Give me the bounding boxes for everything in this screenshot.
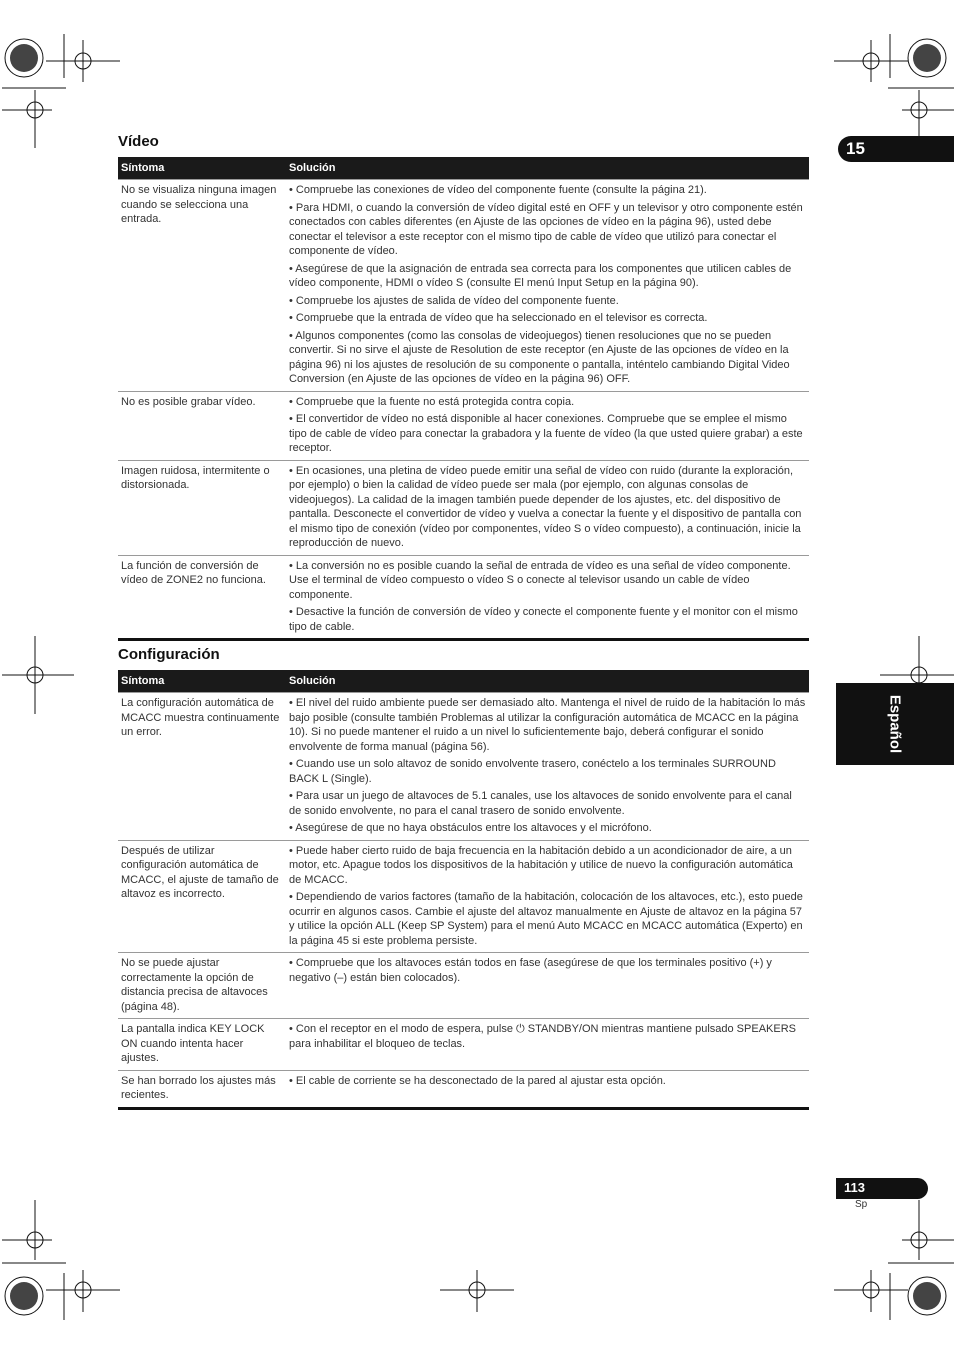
section-title-video: Vídeo [118, 133, 159, 150]
solution-cell [286, 180, 809, 392]
symptom-cell: La configuración automática de MCACC muestra continuamente un error. [118, 693, 286, 841]
solution-item: • El convertidor de vídeo no está disponible al hacer conexiones. Compruebe que se emplee el mismo tipo de cable de vídeo para conectar la grabadora y la fuente de vídeo (la que usted quiere grabar) a este receptor. [289, 413, 803, 454]
language-tab [836, 683, 954, 765]
solution-item: • Puede haber cierto ruido de baja frecuencia en la habitación debido a un acondicionador de aire, a un motor, etc. Apague todos los dispositivos de la habitación y utilice de nuevo la configuración automática de MCACC. [289, 844, 793, 886]
solution-cell [286, 1019, 809, 1071]
solution-item: • Desactive la función de conversión de vídeo y conecte el componente fuente y el monitor con el mismo tipo de cable. [289, 606, 798, 633]
solution-item: • El nivel del ruido ambiente puede ser demasiado alto. Mantenga el nivel de ruido de la habitación lo más bajo posible (consulte también Problemas al utilizar la configuración automática de MCACC en la página 10). Si no puede mantener el ruido a un nivel lo suficientemente bajo, deberá configurar el sonido envolvente de forma manual (página 56). [289, 697, 806, 753]
solution-item: • Compruebe las conexiones de vídeo del componente fuente (consulte la página 21). [289, 184, 707, 196]
solution-cell [286, 391, 809, 460]
solution-item: • Dependiendo de varios factores (tamaño de la habitación, colocación de los altavoces, etc.), esto puede ocurrir en algunos casos. Cambie el ajuste del altavoz manualmente en Ajuste de altavoz en la página 57 y utilice la opción ALL (Keep SP System) para el menú Auto MCACC en MCACC automática (Experto) en la página 45 si este problema persiste. [289, 891, 803, 947]
solution-cell [286, 693, 809, 841]
solution-cell [286, 1070, 809, 1108]
table-row [118, 840, 809, 953]
solution-item: • Compruebe que los altavoces están todos en fase (asegúrese de que los terminales positivo (+) y negativo (–) están bien colocados). [289, 957, 772, 984]
chapter-tab [838, 136, 954, 162]
header-solution: Solución [286, 157, 809, 180]
solution-item: • Asegúrese de que la asignación de entrada sea correcta para los componentes que utilicen cables de vídeo componente, HDMI o vídeo S (consulte El menú Input Setup en la página 90). [289, 262, 792, 289]
page-number: 113 [844, 1180, 865, 1195]
table-row [118, 180, 809, 392]
header-solution: Solución [286, 670, 809, 693]
symptom-cell: Se han borrado los ajustes más recientes. [118, 1070, 286, 1108]
section-title-config: Configuración [118, 646, 220, 663]
solution-item: • Para usar un juego de altavoces de 5.1 canales, use los altavoces de sonido envolvente para el canal de sonido envolvente, no para el canal trasero de sonido envolvente. [289, 790, 792, 817]
table-header-row [118, 157, 809, 180]
solution-item: • Cuando use un solo altavoz de sonido envolvente trasero, conéctelo a los terminales SURROUND BACK L (Single). [289, 758, 776, 785]
config-troubleshooting-table [118, 670, 809, 1110]
symptom-cell: La función de conversión de vídeo de ZONE2 no funciona. [118, 555, 286, 640]
page-number-pill [836, 1178, 928, 1199]
table-row [118, 555, 809, 640]
solution-item: • Compruebe los ajustes de salida de vídeo del componente fuente. [289, 294, 619, 307]
solution-cell [286, 953, 809, 1019]
symptom-cell: No se puede ajustar correctamente la opción de distancia precisa de altavoces (página 48). [118, 953, 286, 1019]
solution-cell [286, 555, 809, 640]
symptom-cell: Después de utilizar configuración automática de MCACC, el ajuste de tamaño de altavoz es incorrecto. [118, 840, 286, 953]
table-row [118, 953, 809, 1019]
table-header-row [118, 670, 809, 693]
symptom-cell: Imagen ruidosa, intermitente o distorsionada. [118, 460, 286, 555]
solution-cell [286, 460, 809, 555]
solution-item: • La conversión no es posible cuando la señal de entrada de vídeo es una señal de vídeo componente. Use el terminal de vídeo compuesto o vídeo S o conecte al televisor usando un cable de vídeo componente. [289, 559, 791, 601]
solution-item: • Con el receptor en el modo de espera, pulse ⏻ STANDBY/ON mientras mantiene pulsado SPEAKERS para inhabilitar el bloqueo de teclas. [289, 1023, 796, 1050]
symptom-cell: No es posible grabar vídeo. [118, 391, 286, 460]
page-language-code: Sp [855, 1199, 868, 1210]
table-row [118, 460, 809, 555]
solution-item: • Para HDMI, o cuando la conversión de vídeo digital esté en OFF y un televisor y otro componente estén conectados con cables diferentes (en Ajuste de las opciones de vídeo en la página 96), usted debe conectar el televisor a este receptor con el mismo tipo de cable de vídeo que utilizó para conectar el componente de vídeo. [289, 201, 803, 257]
solution-item: • Algunos componentes (como las consolas de videojuegos) tienen resoluciones que no se pueden convertir. Si no sirve el ajuste de Resolution de este receptor (en Ajuste de las opciones de vídeo en la página 96) ni los ajustes de resolución de su componente o pantalla, inténtelo cambiando Digital Video Conversion (en Ajuste de las opciones de vídeo en la página 96) OFF. [289, 329, 790, 385]
solution-item: • Compruebe que la fuente no está protegida contra copia. [289, 395, 575, 408]
solution-item: • El cable de corriente se ha desconectado de la pared al ajustar esta opción. [289, 1074, 666, 1087]
video-table-body [118, 180, 809, 640]
header-symptom: Síntoma [118, 157, 286, 180]
video-troubleshooting-table [118, 157, 809, 641]
config-table-body [118, 693, 809, 1109]
symptom-cell: No se visualiza ninguna imagen cuando se selecciona una entrada. [118, 180, 286, 392]
solution-item: • Asegúrese de que no haya obstáculos entre los altavoces y el micrófono. [289, 822, 652, 834]
table-row [118, 693, 809, 841]
solution-item: • Compruebe que la entrada de vídeo que ha seleccionado en el televisor es correcta. [289, 312, 708, 324]
header-symptom: Síntoma [118, 670, 286, 693]
solution-cell [286, 840, 809, 953]
symptom-cell: La pantalla indica KEY LOCK ON cuando intenta hacer ajustes. [118, 1019, 286, 1071]
table-row [118, 391, 809, 460]
table-row [118, 1019, 809, 1071]
table-row [118, 1070, 809, 1108]
solution-item: • En ocasiones, una pletina de vídeo puede emitir una señal de vídeo con ruido (durante la exploración, por ejemplo) o bien la calidad de vídeo puede ser mala (por ejemplo, con algunas consolas de videojuegos). La calidad de la imagen también puede depender de los ajustes, etc. del dispositivo de pantalla. Desconecte el convertidor de vídeo y vuelva a conectar la fuente y el dispositivo de pantalla con el mismo tipo de conexión (vídeo por componentes, vídeo S o vídeo compuesto), a continuación, inicie la reproducción de nuevo. [289, 464, 802, 549]
language-label: Español [886, 694, 904, 754]
chapter-number: 15 [846, 139, 865, 158]
